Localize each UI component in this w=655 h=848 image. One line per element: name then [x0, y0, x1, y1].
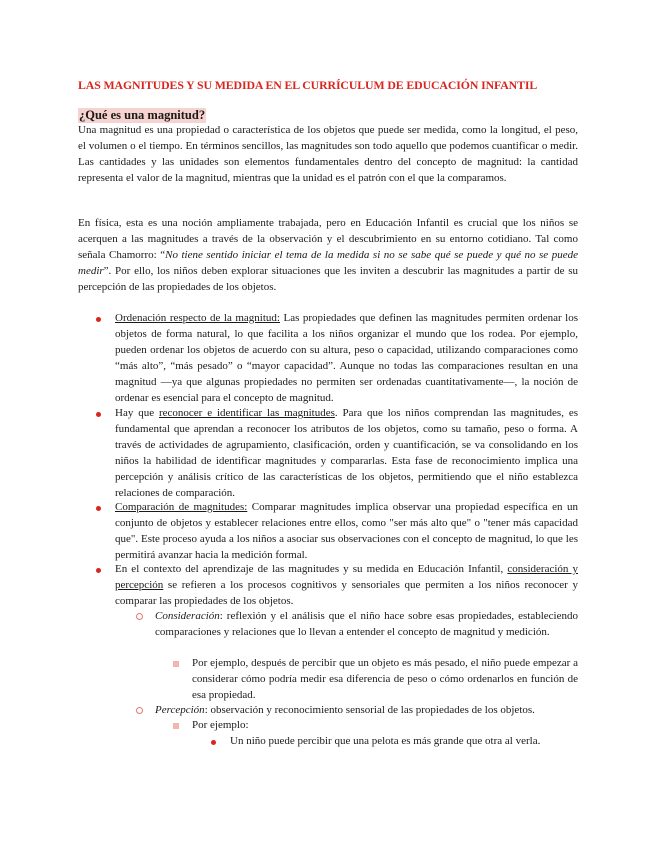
- square-bullet-icon: [173, 723, 179, 729]
- circle-bullet-icon: [136, 707, 143, 714]
- item-text: Las propiedades que definen las magnitudes permiten ordenar los objetos de forma natural, lo que facilita a los niños organizar el mundo que los rodea. Por ejemplo, pueden ordenar los objetos de acuerdo con su altura, peso o capacidad, utilizando comparaciones como “más alto”, “más pesado” o “mayor capacidad”. Aunque no todas las comparaciones resultan en una magnitud —ya que algunas propiedades no permiten ser ordenadas cuantitativamente—, la noción de ordenar es esencial para el concepto de magnitud.: [115, 312, 578, 404]
- bullet-icon: [211, 740, 216, 745]
- item-text: . Para que los niños comprendan las magnitudes, es fundamental que aprendan a reconocer los atributos de los objetos, como su tamaño, peso o forma. A través de actividades de agrupamiento, clasificación, orden y cuantificación, se va consolidando en los niños la habilidad de identificar magnitudes y compararlas. Esta fase de reconocimiento implica una percepción y análisis crítico de las características de los objetos, permitiendo que el niño establezca relaciones de comparación.: [115, 407, 578, 499]
- square-bullet-icon: [173, 661, 179, 667]
- example-text: Por ejemplo:: [192, 719, 249, 731]
- term-comparacion: Comparación de magnitudes:: [115, 501, 248, 513]
- paragraph-definition: Una magnitud es una propiedad o característica de los objetos que puede ser medida, como la longitud, el peso, el volumen o el tiempo. En términos sencillos, las magnitudes son todo aquello que podemos cuantificar o medir. Las cantidades y las unidades son elementos fundamentales dentro del concepto de magnitud: la cantidad representa el valor de la magnitud, mientras que la unidad es el patrón con el que la comparamos.: [78, 124, 578, 184]
- bullet-icon: [96, 317, 101, 322]
- item-text-before: En el contexto del aprendizaje de las magnitudes y su medida en Educación Infantil,: [115, 563, 508, 575]
- circle-bullet-icon: [136, 613, 143, 620]
- list-item-ordenacion: [115, 311, 578, 406]
- list-item-comparacion: [115, 500, 578, 564]
- sub-sub-item-example-consideracion: [192, 656, 578, 704]
- term-percepcion: Percepción: [155, 704, 205, 716]
- sub-sub-item-example-percepcion: [192, 718, 578, 734]
- list-item-consideracion-percepcion: [115, 562, 578, 610]
- term-consideracion: Consideración: [155, 610, 220, 622]
- list-item-reconocer: [115, 406, 578, 501]
- term-reconocer: reconocer e identificar las magnitudes: [158, 407, 335, 419]
- section-heading: ¿Qué es una magnitud?: [79, 108, 206, 122]
- item-text: Comparar magnitudes implica observar una propiedad específica en un conjunto de objetos y establecer relaciones entre ellos, como "ser más alto que" o "tener más capacidad que". Este proceso ayuda a los niños a asociar sus observaciones con el concepto de magnitud, lo que les permitirá avanzar hacia la medición formal.: [115, 501, 578, 561]
- bullet-icon: [96, 412, 101, 417]
- paragraph-physics: [78, 216, 578, 296]
- example-item-text: Un niño puede percibir que una pelota es más grande que otra al verla.: [230, 735, 541, 747]
- bullet-icon: [96, 506, 101, 511]
- sub-item-text: : reflexión y el análisis que el niño hace sobre esas propiedades, estableciendo comparaciones y relaciones que lo llevan a entender el concepto de magnitud y medición.: [155, 610, 578, 638]
- item-text-before: Hay que: [115, 407, 159, 419]
- bullet-icon: [96, 568, 101, 573]
- chamorro-quote: No tiene sentido iniciar el tema de la medida si no se sabe qué se puede y qué no se puede medir: [78, 248, 578, 277]
- sub-sub-sub-item-pelota: [230, 734, 578, 750]
- paragraph-physics-end: ”. Por ello, los niños deben explorar situaciones que les inviten a descubrir las magnitudes a partir de su percepción de las propiedades de los objetos.: [78, 264, 578, 293]
- sub-item-text: : observación y reconocimiento sensorial de las propiedades de los objetos.: [204, 704, 535, 716]
- item-text: se refieren a los procesos cognitivos y sensoriales que permiten a los niños reconocer y comparar las propiedades de los objetos.: [115, 578, 578, 607]
- paragraph-physics-text: En física, esta es una noción ampliamente trabajada, pero en Educación Infantil es crucial que los niños se acerquen a las magnitudes a través de la observación y el descubrimiento en su entorno cotidiano. Tal como señala Chamorro: “: [78, 217, 578, 261]
- term-ordenacion: Ordenación respecto de la magnitud:: [115, 312, 280, 324]
- example-text: Por ejemplo, después de percibir que un objeto es más pesado, el niño puede empezar a considerar cómo podría medir esa diferencia de peso o cómo ordenarlos en función de esa propiedad.: [192, 657, 578, 701]
- sub-item-percepcion: [155, 703, 578, 719]
- term-consideracion-percepcion: consideración y percepción: [115, 563, 578, 591]
- sub-item-consideracion: [155, 609, 578, 641]
- document-title: LAS MAGNITUDES Y SU MEDIDA EN EL CURRÍCULUM DE EDUCACIÓN INFANTIL: [78, 78, 538, 92]
